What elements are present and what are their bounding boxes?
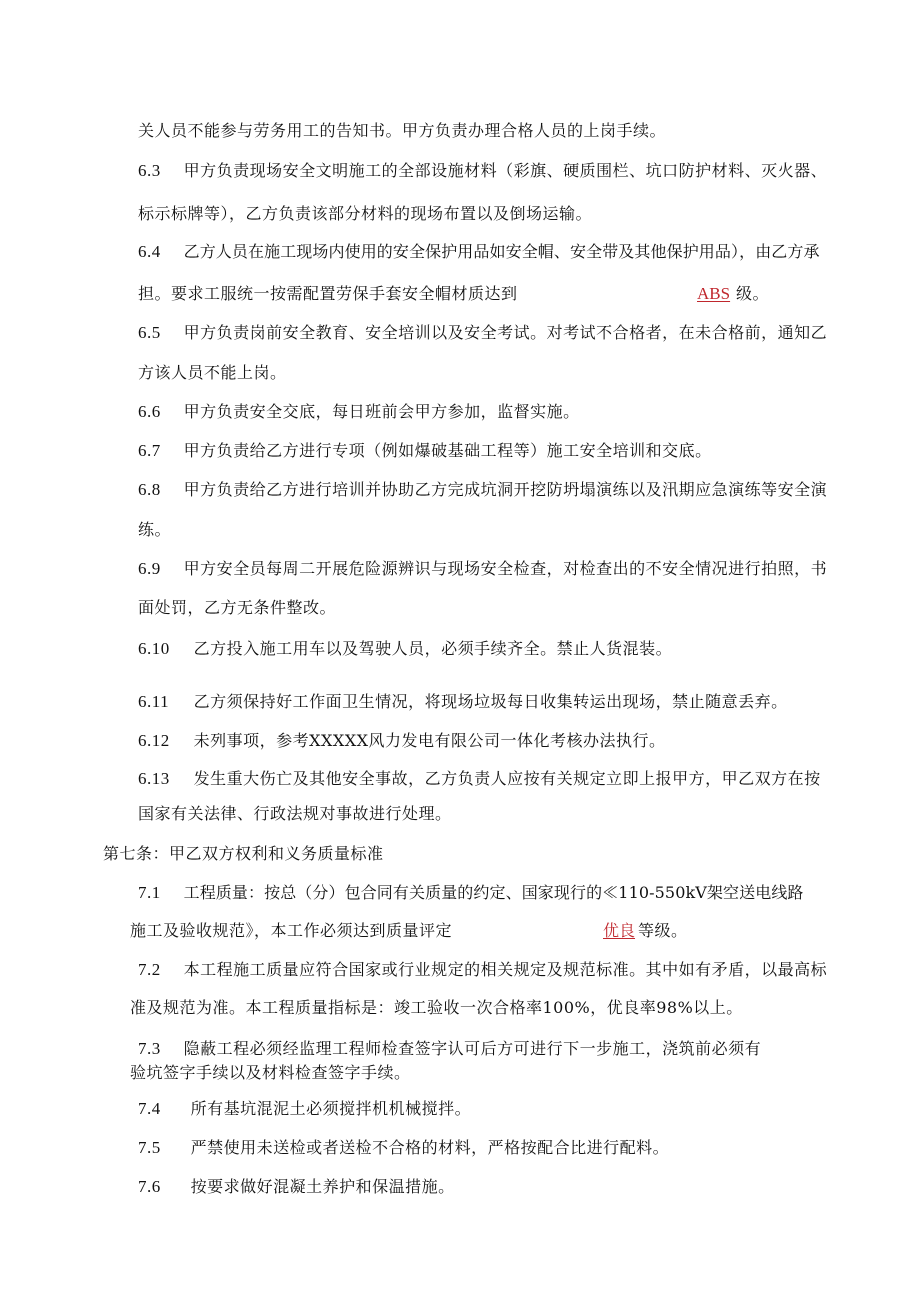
section-heading-article-7 xyxy=(103,843,384,865)
line-text: 标示标牌等），乙方负责该部分材料的现场布置以及倒场运输。 xyxy=(138,204,593,223)
paragraph-line xyxy=(138,283,770,305)
line-text: 甲方负责岗前安全教育、安全培训以及安全考试。对考试不合格者，在未合格前，通知乙 xyxy=(183,323,828,342)
paragraph-line xyxy=(138,519,171,541)
line-text: 准及规范为准。本工程质量指标是：竣工验收一次合格率100%，优良率98%以上。 xyxy=(130,998,743,1017)
line-text: 本工程施工质量应符合国家或行业规定的相关规定及规范标准。其中如有矛盾，以最高标 xyxy=(183,960,828,979)
clause-7-3 xyxy=(138,1038,761,1060)
clause-number: 6.13 xyxy=(138,769,170,788)
filled-value-grade: 优良 xyxy=(603,921,636,940)
line-text: 未列事项，参考XXXXX风力发电有限公司一体化考核办法执行。 xyxy=(193,731,666,750)
paragraph-line xyxy=(138,803,452,825)
line-text: 面处罚，乙方无条件整改。 xyxy=(138,598,337,617)
line-text: 严禁使用未送检或者送检不合格的材料，严格按配合比进行配料。 xyxy=(190,1138,670,1157)
line-text: 隐蔽工程必须经监理工程师检查签字认可后方可进行下一步施工，浇筑前必须有 xyxy=(183,1039,762,1058)
clause-6-9 xyxy=(138,558,827,580)
line-text: 甲方负责安全交底，每日班前会甲方参加，监督实施。 xyxy=(183,402,580,421)
clause-7-6 xyxy=(138,1176,455,1198)
line-text: 担。要求工服统一按需配置劳保手套安全帽材质达到 xyxy=(138,284,518,303)
line-text: 乙方人员在施工现场内使用的安全保护用品如安全帽、安全带及其他保护用品），由乙方承 xyxy=(183,242,820,261)
line-text: 级。 xyxy=(736,284,770,303)
clause-number: 6.10 xyxy=(138,639,170,658)
line-text: 甲方负责给乙方进行培训并协助乙方完成坑洞开挖防坍塌演练以及汛期应急演练等安全演 xyxy=(183,480,828,499)
clause-number: 6.3 xyxy=(138,161,161,180)
clause-6-7 xyxy=(138,440,712,462)
clause-6-10 xyxy=(138,638,672,660)
clause-number: 7.3 xyxy=(138,1039,161,1058)
clause-6-11 xyxy=(138,691,788,713)
clause-number: 6.11 xyxy=(138,692,170,711)
clause-7-4 xyxy=(138,1098,471,1120)
clause-number: 6.9 xyxy=(138,559,161,578)
paragraph-line xyxy=(130,997,743,1019)
paragraph-line xyxy=(138,597,336,619)
line-text: 等级。 xyxy=(638,921,688,940)
clause-number: 6.5 xyxy=(138,323,161,342)
paragraph-line xyxy=(138,362,287,384)
clause-6-6 xyxy=(138,401,580,423)
line-text: 关人员不能参与劳务用工的告知书。甲方负责办理合格人员的上岗手续。 xyxy=(138,121,667,140)
line-text: 方该人员不能上岗。 xyxy=(138,363,287,382)
line-text: 国家有关法律、行政法规对事故进行处理。 xyxy=(138,804,452,823)
clause-number: 6.7 xyxy=(138,441,161,460)
line-text: 工程质量：按总（分）包合同有关质量的约定、国家现行的≪110-550kV架空送电线路 xyxy=(183,883,804,902)
line-text: 甲方负责给乙方进行专项（例如爆破基础工程等）施工安全培训和交底。 xyxy=(183,441,712,460)
clause-6-5 xyxy=(138,322,827,344)
clause-6-8 xyxy=(138,479,827,501)
line-text: 施工及验收规范》，本工作必须达到质量评定 xyxy=(130,921,453,940)
clause-7-5 xyxy=(138,1137,669,1159)
filled-value-abs: ABS xyxy=(697,284,731,303)
line-text: 验坑签字手续以及材料检查签字手续。 xyxy=(130,1063,411,1082)
clause-number: 7.5 xyxy=(138,1138,161,1157)
paragraph-line xyxy=(130,920,688,942)
clause-number: 7.6 xyxy=(138,1177,161,1196)
paragraph-line xyxy=(130,1062,411,1084)
line-text: 甲方负责现场安全文明施工的全部设施材料（彩旗、硬质围栏、坑口防护材料、灭火器、 xyxy=(183,161,828,180)
line-text: 乙方须保持好工作面卫生情况，将现场垃圾每日收集转运出现场，禁止随意丢弃。 xyxy=(193,692,788,711)
clause-6-4 xyxy=(138,241,820,263)
clause-7-1 xyxy=(138,882,804,904)
clause-number: 6.6 xyxy=(138,402,161,421)
paragraph-line xyxy=(138,203,592,225)
line-text: 第七条：甲乙双方权利和义务质量标准 xyxy=(103,844,384,863)
paragraph-line xyxy=(138,120,666,142)
clause-6-12 xyxy=(138,730,666,752)
clause-number: 6.8 xyxy=(138,480,161,499)
clause-7-2 xyxy=(138,959,827,981)
line-text: 甲方安全员每周二开展危险源辨识与现场安全检查，对检查出的不安全情况进行拍照，书 xyxy=(183,559,828,578)
clause-number: 7.1 xyxy=(138,883,161,902)
clause-number: 7.4 xyxy=(138,1099,161,1118)
clause-number: 7.2 xyxy=(138,960,161,979)
clause-number: 6.12 xyxy=(138,731,170,750)
line-text: 乙方投入施工用车以及驾驶人员，必须手续齐全。禁止人货混装。 xyxy=(193,639,673,658)
clause-number: 6.4 xyxy=(138,242,161,261)
line-text: 按要求做好混凝土养护和保温措施。 xyxy=(190,1177,455,1196)
line-text: 发生重大伤亡及其他安全事故，乙方负责人应按有关规定立即上报甲方，甲乙双方在按 xyxy=(193,769,821,788)
line-text: 练。 xyxy=(138,520,172,539)
line-text: 所有基坑混泥土必须搅拌机机械搅拌。 xyxy=(190,1099,472,1118)
clause-6-13 xyxy=(138,768,821,790)
clause-6-3 xyxy=(138,160,827,182)
